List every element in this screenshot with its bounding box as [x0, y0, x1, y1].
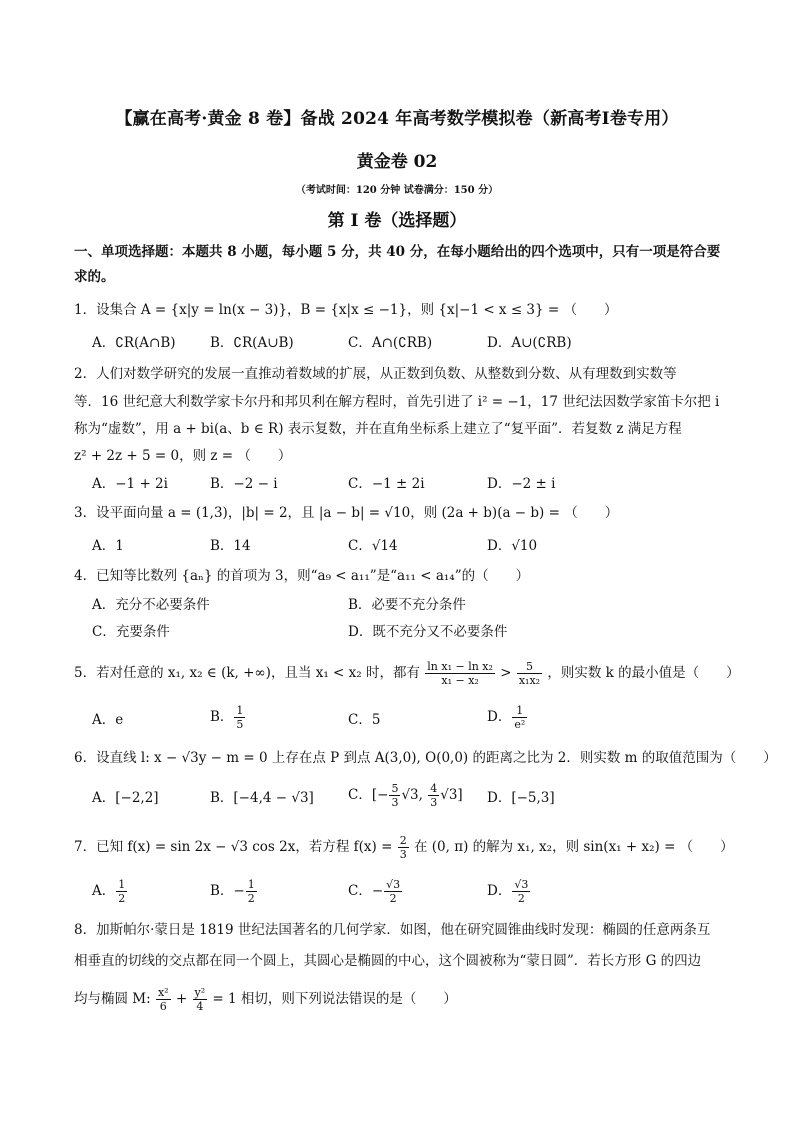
q4-option-d: D．既不充分又不必要条件 [348, 624, 508, 640]
q7-option-a-frac [116, 878, 127, 905]
q5-option-d-den: e² [514, 718, 526, 731]
q5-fraction2 [517, 660, 542, 687]
q7-option-c-frac [384, 878, 402, 905]
q5-stem [74, 660, 740, 687]
q8-frac1-den: 6 [159, 1000, 167, 1013]
q8-line3 [74, 986, 457, 1013]
q6-stem: 6．设直线 l: x − √3y − m = 0 上存在点 P 到点 A(3,0), O(0,0) 的距离之比为 2．则实数 m 的取值范围为（ ） [74, 750, 777, 766]
q7-stem [74, 834, 734, 861]
q8-frac2 [193, 986, 208, 1013]
q5-option-a: A．e [92, 712, 124, 728]
q5-frac2-den: x₁x₂ [518, 674, 541, 687]
q5-option-b [210, 704, 246, 731]
q5-stem-a: 5．若对任意的 x₁, x₂ ∈ (k, +∞)，且当 x₁ < x₂ 时，都有 [74, 665, 420, 681]
q7-fraction [398, 834, 409, 861]
q7-option-a-num: 1 [118, 878, 126, 891]
q7-option-c-den: 2 [389, 892, 397, 905]
q5-option-d [487, 704, 528, 731]
q8-frac2-den: 4 [196, 1000, 204, 1013]
q6-option-c-label: C． [348, 787, 372, 803]
q1-stem: 1．设集合 A = {x|y = ln(x − 3)}，B = {x|x ≤ −1}，则 {x|−1 < x ≤ 3} = （ ） [74, 302, 618, 318]
exam-title: 【赢在高考·黄金 8 卷】备战 2024 年高考数学模拟卷（新高考Ⅰ卷专用） [115, 109, 679, 129]
q1-option-d: D．A∪(∁RB) [487, 335, 572, 351]
q4-option-a: A．充分不必要条件 [92, 597, 210, 613]
q5-option-b-num: 1 [236, 704, 244, 717]
q5-option-c: C．5 [348, 712, 381, 728]
q7-stem-b: 在 (0, π) 的解为 x₁, x₂，则 sin(x₁ + x₂) = （ ） [413, 839, 734, 855]
q7-option-b-label: B．− [210, 883, 245, 899]
q8-frac2-num: y² [194, 986, 206, 999]
q5-option-d-num: 1 [512, 704, 527, 718]
q7-option-b [210, 878, 258, 905]
q6-option-c-f1-den: 3 [391, 796, 399, 809]
q1-option-c: C．A∩(∁RB) [348, 335, 433, 351]
q8-line3-b: = 1 相切，则下列说法错误的是（ ） [212, 991, 457, 1007]
q3-option-b: B．14 [210, 538, 251, 554]
q6-option-a: A．[−2,2] [92, 790, 159, 806]
q7-frac-den: 3 [399, 848, 407, 861]
q4-option-b: B．必要不充分条件 [348, 597, 466, 613]
q5-fraction [425, 660, 495, 687]
q8-frac1 [156, 986, 171, 1013]
q5-frac2-num: 5 [517, 660, 542, 674]
q5-gt: > [500, 665, 512, 681]
section-heading-line1: 一、单项选择题：本题共 8 小题，每小题 5 分，共 40 分，在每小题给出的四个选项中，只有一项是符合要 [74, 244, 721, 260]
q5-frac-num: ln x₁ − ln x₂ [427, 660, 493, 673]
q7-option-d-den: 2 [517, 892, 525, 905]
q4-stem: 4．已知等比数列 {aₙ} 的首项为 3，则“a₉ < a₁₁”是“a₁₁ < a₁₄”的（ ） [74, 568, 530, 584]
q8-plus: + [175, 991, 188, 1007]
q7-option-c-num: √3 [386, 878, 401, 891]
q5-stem-b: ，则实数 k 的最小值是（ ） [547, 665, 740, 681]
q5-option-d-frac [512, 704, 527, 731]
q5-frac-den: x₁ − x₂ [441, 674, 479, 687]
q1-option-b: B．∁R(A∪B) [210, 335, 294, 351]
q7-option-d [487, 878, 531, 905]
q7-stem-a: 7．已知 f(x) = sin 2x − √3 cos 2x，若方程 f(x) = [74, 839, 393, 855]
q6-option-c-frac1 [389, 782, 400, 809]
q6-option-c-mid: √3, [401, 787, 428, 803]
q2-line2: 等．16 世纪意大利数学家卡尔丹和邦贝利在解方程时，首先引进了 i² = −1，17 世纪法因数学家笛卡尔把 i [74, 394, 720, 410]
q6-option-c [348, 782, 463, 809]
q5-option-d-label: D． [487, 709, 512, 725]
q7-frac-num: 2 [399, 834, 407, 847]
q5-option-b-den: 5 [236, 718, 244, 731]
q7-option-a-label: A． [92, 883, 116, 899]
q5-option-b-frac [234, 704, 245, 731]
q7-option-a-den: 2 [118, 892, 126, 905]
q7-option-d-frac [512, 878, 530, 905]
q2-option-a: A．−1 + 2i [92, 476, 168, 492]
q6-option-b: B．[−4,4 − √3] [210, 790, 314, 806]
q2-option-b: B．−2 − i [210, 476, 278, 492]
q3-option-d: D．√10 [487, 538, 538, 554]
q2-option-d: D．−2 ± i [487, 476, 556, 492]
q2-line1: 2．人们对数学研究的发展一直推动着数域的扩展，从正数到负数、从整数到分数、从有理数到实数等 [74, 366, 677, 382]
q6-option-c-f2-num: 4 [430, 782, 438, 795]
q7-option-c [348, 878, 403, 905]
q3-stem: 3．设平面向量 a = (1,3)，|b| = 2，且 |a − b| = √10，则 (2a + b)(a − b) = （ ） [74, 505, 619, 521]
q7-option-a [92, 878, 128, 905]
q6-option-c-right: √3] [440, 787, 463, 803]
q8-frac1-num: x² [157, 986, 169, 999]
q4-option-c: C．充要条件 [92, 624, 170, 640]
q3-option-c: C．√14 [348, 538, 398, 554]
q6-option-c-f1-num: 5 [391, 782, 399, 795]
section-heading-line2: 求的。 [74, 269, 115, 285]
q6-option-c-left: [− [371, 787, 389, 803]
q7-option-c-label: C．− [348, 883, 384, 899]
q6-option-d: D．[−5,3] [487, 790, 555, 806]
exam-subtitle: 黄金卷 02 [356, 152, 438, 172]
q2-line3: 称为“虚数”，用 a + bi(a、b ∈ R) 表示复数，并在直角坐标系上建立了“复平面”．若复数 z 满足方程 [74, 421, 682, 437]
q1-option-a: A．∁R(A∩B) [92, 335, 176, 351]
q7-option-b-den: 2 [247, 892, 255, 905]
q8-line2: 相垂直的切线的交点都在同一个圆上，其圆心是椭圆的中心，这个圆被称为“蒙日圆”．若长方形 G 的四边 [74, 953, 702, 969]
part-title: 第 I 卷（选择题） [327, 211, 467, 231]
q7-option-b-num: 1 [247, 878, 255, 891]
q8-line1: 8．加斯帕尔·蒙日是 1819 世纪法国著名的几何学家．如图，他在研究圆锥曲线时发现：椭圆的任意两条互 [74, 922, 711, 938]
q7-option-b-frac [246, 878, 257, 905]
q6-option-c-frac2 [428, 782, 439, 809]
q6-option-c-f2-den: 3 [430, 796, 438, 809]
q2-line4: z² + 2z + 5 = 0，则 z = （ ） [74, 448, 292, 464]
exam-info: （考试时间：120 分钟 试卷满分：150 分） [295, 185, 499, 196]
q3-option-a: A．1 [92, 538, 124, 554]
q5-option-b-label: B． [210, 709, 234, 725]
q8-line3-a: 均与椭圆 M: [74, 991, 151, 1007]
q7-option-d-label: D． [487, 883, 512, 899]
q2-option-c: C．−1 ± 2i [348, 476, 425, 492]
q7-option-d-num: √3 [514, 878, 529, 891]
